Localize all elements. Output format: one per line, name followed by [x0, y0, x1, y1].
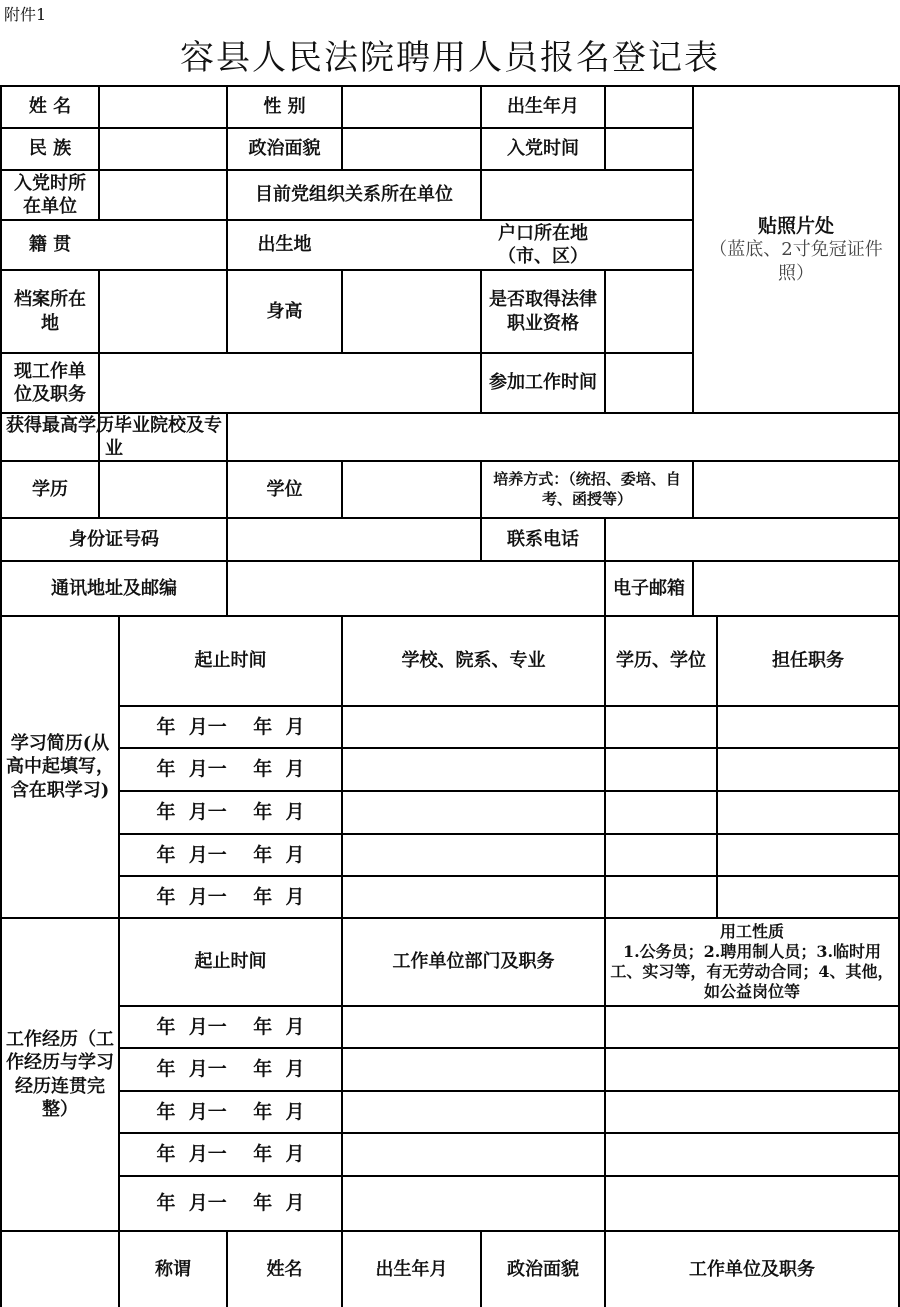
- photo-area[interactable]: [694, 87, 898, 412]
- family-header-name: 姓名: [266, 1258, 303, 1280]
- study-header-school: 学校、院系、专业: [401, 650, 546, 672]
- family-section-label: [2, 1232, 118, 1307]
- study-row-time[interactable]: 年 月一 年 月: [156, 843, 305, 866]
- phone-field[interactable]: [606, 519, 898, 560]
- education-field[interactable]: [100, 462, 226, 517]
- current-job-label: 现工作单位及职务: [14, 360, 86, 405]
- native-place-label: 籍 贯: [28, 234, 72, 256]
- address-label: 通讯地址及邮编: [51, 577, 177, 599]
- id-number-label: 身份证号码: [69, 528, 159, 550]
- work-start-field[interactable]: [606, 354, 692, 412]
- study-row-time[interactable]: 年 月一 年 月: [156, 715, 305, 738]
- work-row-time[interactable]: 年 月一 年 月: [156, 1192, 305, 1215]
- study-section-label: 学习简历(从高中起填写，含在职学习): [6, 732, 114, 801]
- legal-qualification-field[interactable]: [606, 271, 692, 352]
- party-join-unit-field[interactable]: [100, 171, 226, 219]
- party-join-time-field[interactable]: [606, 129, 692, 169]
- ethnicity-field[interactable]: [100, 129, 226, 169]
- study-header-degree: 学历、学位: [616, 650, 706, 672]
- family-header-relation: 称谓: [155, 1258, 191, 1280]
- id-number-field[interactable]: [228, 519, 480, 560]
- page-title: 容县人民法院聘用人员报名登记表: [180, 38, 720, 78]
- name-label: 姓 名: [28, 96, 72, 118]
- work-header-unit: 工作单位部门及职务: [392, 951, 555, 973]
- gender-label: 性 别: [263, 96, 306, 118]
- degree-label: 学位: [266, 478, 303, 500]
- archive-label: 档案所在地: [14, 289, 86, 334]
- birthplace-label: 出生地: [257, 234, 312, 256]
- study-row-time[interactable]: 年 月一 年 月: [156, 801, 305, 824]
- name-field[interactable]: [100, 87, 226, 127]
- registration-form: [0, 85, 900, 1307]
- current-job-field[interactable]: [100, 354, 480, 412]
- photo-note: （蓝底、2寸免冠证件照）: [709, 239, 883, 284]
- political-field[interactable]: [343, 129, 480, 169]
- work-nature-desc: 1.公务员；2.聘用制人员；3.临时用工、实习等，有无劳动合同；4、其他，如公益岗位等: [610, 942, 894, 1001]
- work-nature-title: 用工性质: [719, 922, 784, 941]
- current-party-org-field[interactable]: [482, 171, 692, 219]
- household-label: 户口所在地（市、区）: [498, 222, 588, 267]
- party-join-unit-label: 入党时所在单位: [14, 172, 86, 217]
- work-header-time: 起止时间: [194, 951, 267, 973]
- email-field[interactable]: [694, 562, 898, 615]
- training-mode-field[interactable]: [694, 462, 898, 517]
- family-header-work: 工作单位及职务: [689, 1258, 815, 1280]
- study-header-position: 担任职务: [772, 650, 844, 672]
- gender-field[interactable]: [343, 87, 480, 127]
- family-header-political: 政治面貌: [507, 1258, 579, 1280]
- email-label: 电子邮箱: [613, 577, 685, 599]
- archive-field[interactable]: [100, 271, 226, 352]
- party-join-time-label: 入党时间: [507, 138, 579, 160]
- political-label: 政治面貌: [248, 138, 321, 160]
- education-label: 学历: [32, 478, 68, 500]
- birth-label: 出生年月: [507, 96, 579, 118]
- training-mode-label: 培养方式：（统招、委培、自考、函授等）: [493, 470, 681, 508]
- highest-edu-school-label: 获得最高学历毕业院校及专业: [6, 414, 222, 459]
- highest-edu-school-field[interactable]: [228, 414, 898, 460]
- study-row-time[interactable]: 年 月一 年 月: [156, 758, 305, 781]
- work-header-nature: [606, 919, 898, 1005]
- address-field[interactable]: [228, 562, 604, 615]
- birth-field[interactable]: [606, 87, 692, 127]
- work-row-time[interactable]: 年 月一 年 月: [156, 1015, 305, 1038]
- legal-qualification-label: 是否取得法律职业资格: [489, 289, 597, 334]
- study-row-time[interactable]: 年 月一 年 月: [156, 885, 305, 908]
- height-field[interactable]: [343, 271, 480, 352]
- work-row-time[interactable]: 年 月一 年 月: [156, 1143, 305, 1166]
- birthplace-field[interactable]: [343, 221, 480, 269]
- work-row-time[interactable]: 年 月一 年 月: [156, 1058, 305, 1081]
- work-section-label: 工作经历（工作经历与学习经历连贯完整）: [6, 1028, 114, 1120]
- photo-title: 贴照片处: [757, 214, 834, 237]
- household-field[interactable]: [606, 221, 692, 269]
- study-header-time: 起止时间: [194, 650, 267, 672]
- family-header-birth: 出生年月: [375, 1258, 448, 1280]
- current-party-org-label: 目前党组织关系所在单位: [255, 184, 453, 206]
- work-row-time[interactable]: 年 月一 年 月: [156, 1100, 305, 1123]
- attachment-label: 附件1: [4, 5, 47, 24]
- height-label: 身高: [266, 300, 303, 322]
- work-start-label: 参加工作时间: [489, 372, 597, 394]
- phone-label: 联系电话: [507, 528, 579, 550]
- ethnicity-label: 民 族: [28, 138, 72, 160]
- native-place-field[interactable]: [100, 221, 226, 269]
- degree-field[interactable]: [343, 462, 480, 517]
